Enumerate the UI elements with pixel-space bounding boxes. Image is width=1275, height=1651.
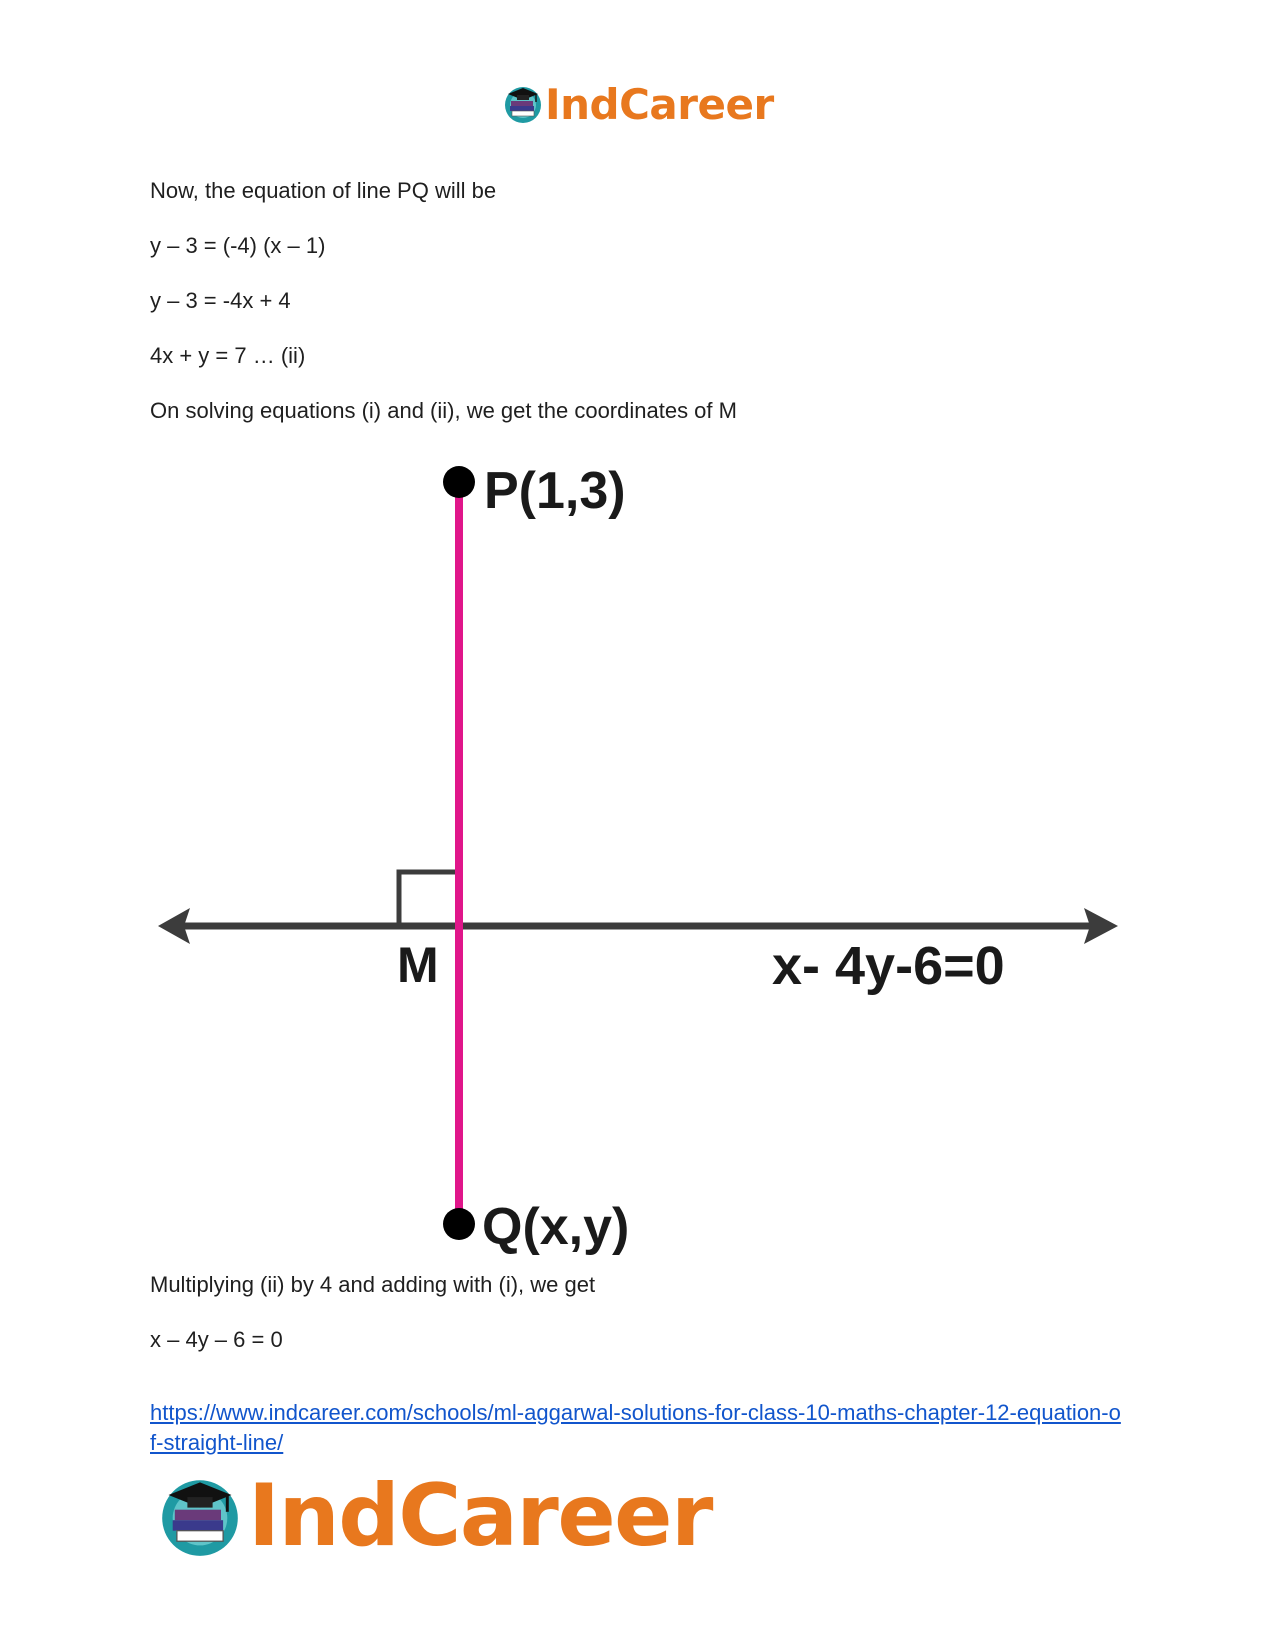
graduation-cap-books-globe-icon	[503, 84, 543, 124]
text-line-5: On solving equations (i) and (ii), we get the coordinates of M	[150, 398, 737, 423]
foot-m-label: M	[397, 937, 439, 993]
right-angle-marker	[399, 872, 456, 926]
text-line-6: Multiplying (ii) by 4 and adding with (i), we get	[150, 1272, 596, 1297]
perpendicular-figure	[150, 448, 1125, 1268]
text-line-4: 4x + y = 7 … (ii)	[150, 343, 306, 368]
text-line-1: Now, the equation of line PQ will be	[150, 178, 497, 203]
point-q-label: Q(x,y)	[482, 1198, 630, 1256]
text-line-2: y – 3 = (-4) (x – 1)	[150, 233, 326, 258]
source-link[interactable]: https://www.indcareer.com/schools/ml-aggarwal-solutions-for-class-10-maths-chapter-12-equation-of-straight-line/	[150, 1400, 1121, 1455]
text-line-7: x – 4y – 6 = 0	[150, 1327, 283, 1352]
header-logo-text: IndCareer	[545, 79, 774, 129]
point-q-dot	[443, 1208, 475, 1240]
point-p-dot	[443, 466, 475, 498]
header-logo[interactable]	[503, 76, 774, 132]
line-equation-label: x- 4y-6=0	[772, 936, 1005, 996]
figure-svg	[150, 448, 1125, 1268]
footer-logo[interactable]	[158, 1466, 712, 1566]
point-p-label: P(1,3)	[484, 462, 626, 520]
footer-logo-text: IndCareer	[248, 1466, 712, 1566]
text-line-3: y – 3 = -4x + 4	[150, 288, 291, 313]
graduation-cap-books-globe-icon	[158, 1474, 242, 1558]
